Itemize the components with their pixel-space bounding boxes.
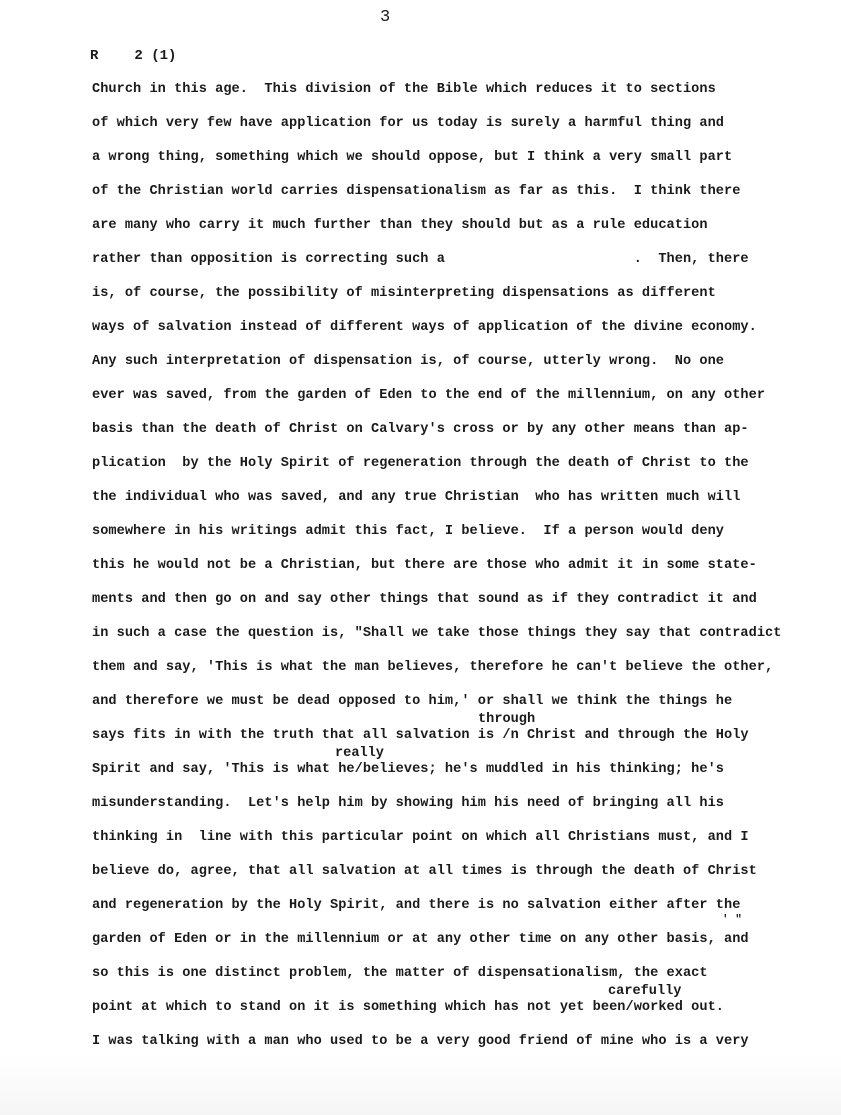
text-line: I was talking with a man who used to be a very good friend of mine who is a very: [92, 1034, 749, 1049]
text-line: Church in this age. This division of the Bible which reduces it to sections: [92, 82, 716, 97]
text-line: of the Christian world carries dispensationalism as far as this. I think there: [92, 184, 741, 199]
text-line: ever was saved, from the garden of Eden to the end of the millennium, on any other: [92, 388, 766, 403]
text-line: garden of Eden or in the millennium or at any other time on any other basis, and: [92, 932, 749, 947]
text-line: and therefore we must be dead opposed to him,' or shall we think the things he: [92, 694, 733, 709]
text-line: thinking in line with this particular point on which all Christians must, and I: [92, 830, 749, 845]
text-line: the individual who was saved, and any true Christian who has written much will: [92, 490, 741, 505]
text-line: ways of salvation instead of different ways of application of the divine economy.: [92, 320, 757, 335]
text-line: Spirit and say, 'This is what he/believes; he's muddled in his thinking; he's: [92, 762, 724, 777]
handwritten-insertion-really: really: [335, 746, 384, 761]
page-number: 3: [380, 8, 391, 27]
handwritten-quote-marks: ' ": [722, 914, 742, 926]
text-line: misunderstanding. Let's help him by showing him his need of bringing all his: [92, 796, 724, 811]
text-line: them and say, 'This is what the man believes, therefore he can't believe the other,: [92, 660, 774, 675]
text-line: somewhere in his writings admit this fact, I believe. If a person would deny: [92, 524, 724, 539]
scan-shadow: [0, 1055, 841, 1115]
text-line: are many who carry it much further than they should but as a rule education: [92, 218, 708, 233]
reference-code: [90, 48, 176, 64]
text-line: and regeneration by the Holy Spirit, and there is no salvation either after the: [92, 898, 741, 913]
text-line: plication by the Holy Spirit of regeneration through the death of Christ to the: [92, 456, 749, 471]
handwritten-insertion-through: through: [478, 712, 536, 727]
text-line: a wrong thing, something which we should oppose, but I think a very small part: [92, 150, 733, 165]
text-line: Any such interpretation of dispensation is, of course, utterly wrong. No one: [92, 354, 724, 369]
text-line: in such a case the question is, "Shall we take those things they say that contradict: [92, 626, 782, 641]
text-line: rather than opposition is correcting such a . Then, there: [92, 252, 749, 267]
text-line: of which very few have application for us today is surely a harmful thing and: [92, 116, 724, 131]
text-line: ments and then go on and say other things that sound as if they contradict it and: [92, 592, 757, 607]
text-line: so this is one distinct problem, the matter of dispensationalism, the exact: [92, 966, 708, 981]
reference-letter: R: [90, 48, 99, 64]
reference-section: 2 (1): [134, 48, 177, 64]
text-line: believe do, agree, that all salvation at all times is through the death of Christ: [92, 864, 757, 879]
text-line: is, of course, the possibility of misinterpreting dispensations as different: [92, 286, 716, 301]
handwritten-insertion-carefully: carefully: [608, 984, 682, 999]
text-line: says fits in with the truth that all salvation is /n Christ and through the Holy: [92, 728, 749, 743]
text-line: basis than the death of Christ on Calvary's cross or by any other means than ap-: [92, 422, 749, 437]
text-line: this he would not be a Christian, but there are those who admit it in some state-: [92, 558, 757, 573]
text-line: point at which to stand on it is something which has not yet been/worked out.: [92, 1000, 724, 1015]
